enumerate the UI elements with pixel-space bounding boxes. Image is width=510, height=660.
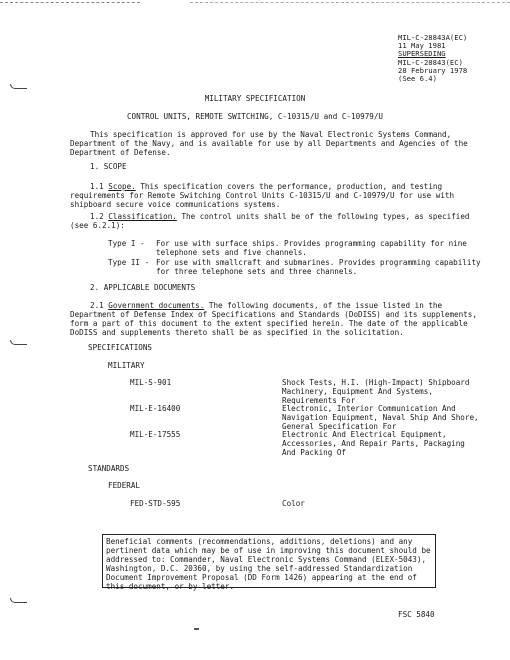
margin-mark <box>10 598 27 603</box>
header-line: 11 May 1981 <box>398 41 446 51</box>
spec-description: Electronic And Electrical Equipment, Accessories, And Repair Parts, Packaging And Packing Of <box>282 430 465 457</box>
standards-label: STANDARDS <box>88 464 130 473</box>
scan-mark-top <box>0 2 140 3</box>
spec-description: Shock Tests, H.I. (High-Impact) Shipboard Machinery, Equipment And Systems, Requirements For <box>282 378 470 405</box>
paragraph-2-1 <box>70 301 480 337</box>
paragraph-title: Classification. <box>108 212 177 221</box>
paragraph-title: Scope. <box>108 182 136 191</box>
paragraph-1-1 <box>70 182 480 209</box>
type-1-label: Type I - <box>108 239 145 248</box>
standard-id: FED-STD-595 <box>130 499 181 508</box>
scan-speck <box>194 628 199 630</box>
header-line: (See 6.4) <box>398 73 437 83</box>
paragraph-text: This specification covers the performance, production, and testing requirements for Remote Switching Control Units C-10315/U and C-10979/U for use with shipboard secure voice communications systems. <box>70 182 455 209</box>
paragraph-number: 1.2 <box>90 212 104 221</box>
margin-mark <box>10 340 27 345</box>
paragraph-title: Government documents. <box>108 301 205 310</box>
standard-description: Color <box>282 499 305 508</box>
spec-id: MIL-E-16400 <box>130 404 181 413</box>
paragraph-text: The following documents, of the issue listed in the Department of Defense Index of Specifications and Standards (DoDISS) and its supplements, form a part of this document to the extent specified herein. The date of the applicable DoDISS and supplements thereto shall be as specified in the solicitation. <box>70 301 477 337</box>
federal-label: FEDERAL <box>108 481 141 490</box>
document-title: MILITARY SPECIFICATION <box>204 94 306 103</box>
spec-description: Electronic, Interior Communication And Navigation Equipment, Naval Ship And Shore, General Specification For <box>282 404 479 431</box>
header-line: MIL-C-28843A(EC) <box>398 33 468 42</box>
header-line: 28 February 1978 <box>398 65 468 75</box>
header-line: SUPERSEDING <box>398 49 446 59</box>
section-2-heading: 2. APPLICABLE DOCUMENTS <box>90 283 196 292</box>
spec-id: MIL-S-901 <box>130 378 172 387</box>
header-line: MIL-C-28843(EC) <box>398 57 463 67</box>
spec-id: MIL-E-17555 <box>130 430 181 439</box>
paragraph-text: The control units shall be of the following types, as specified (see 6.2.1): <box>70 212 470 230</box>
document-header <box>398 34 467 83</box>
fsc-code: FSC 5840 <box>398 610 435 619</box>
document-subtitle: CONTROL UNITS, REMOTE SWITCHING, C-10315/U and C-10979/U <box>126 112 384 121</box>
intro-text: This specification is approved for use by the Naval Electronic Systems Command, Department of the Navy, and is available for use by all Departments and Agencies of the Department of Defense. <box>70 130 468 157</box>
margin-mark <box>10 84 27 89</box>
specifications-label: SPECIFICATIONS <box>88 343 153 352</box>
section-1-heading: 1. SCOPE <box>90 162 127 171</box>
military-label: MILITARY <box>108 361 145 370</box>
type-2-text: For use with smallcraft and submarines. Provides programming capability for three telephone sets and three channels. <box>156 258 481 276</box>
paragraph-1-2 <box>70 212 480 230</box>
intro-paragraph <box>70 130 478 157</box>
paragraph-number: 1.1 <box>90 182 104 191</box>
paragraph-number: 2.1 <box>90 301 104 310</box>
type-1-text: For use with surface ships. Provides programming capability for nine telephone sets and five channels. <box>156 239 467 257</box>
type-2-label: Type II - <box>108 258 150 267</box>
comments-notice: Beneficial comments (recommendations, additions, deletions) and any pertinent data which may be of use in improving this document should be addressed to: Commander, Naval Electronic Systems Command (ELEX-5043), Washington, D.C. 20360, by using the self-addressed Standardization Document Improvement Proposal (DD Form 1426) appearing at the end of this document, or by letter. <box>106 537 431 591</box>
scan-mark-top-right <box>190 2 510 3</box>
